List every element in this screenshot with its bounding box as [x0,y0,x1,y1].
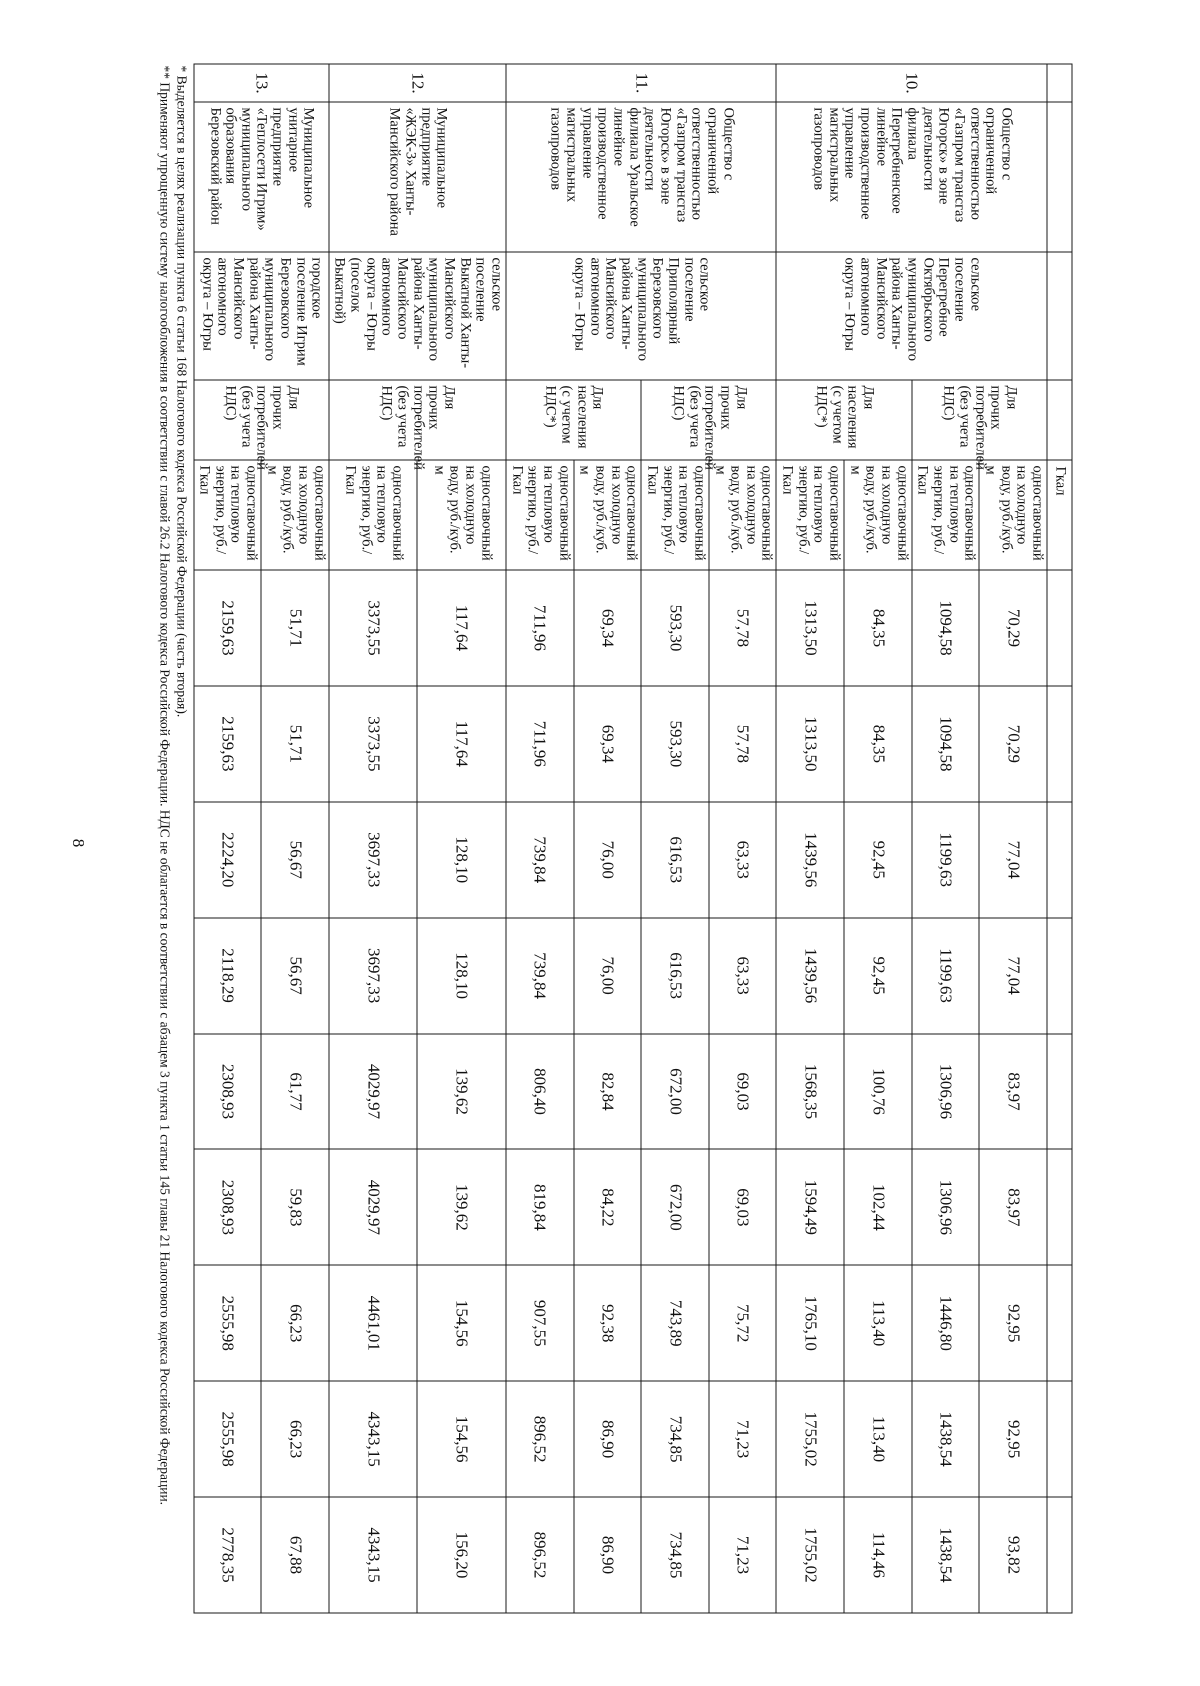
tariff-value: 1306,96 [912,1149,980,1265]
tariff-value: 92,45 [844,918,912,1034]
tariff-value: 51,71 [261,686,329,802]
tariff-value: 93,82 [979,1497,1047,1613]
tariff-value: 92,45 [844,802,912,918]
tariff-value: 51,71 [261,570,329,686]
tariff-type: одноставочный на холодную воду, руб./куб. м [261,460,329,570]
header-unit-cell: Гкал [1047,460,1072,570]
tariff-value: 4029,97 [329,1149,418,1265]
tariff-value: 84,35 [844,686,912,802]
tariff-value: 56,67 [261,802,329,918]
tariff-value: 672,00 [641,1149,709,1265]
tariff-value: 1439,56 [777,918,845,1034]
tariff-value: 819,84 [506,1149,574,1265]
tariff-value: 2555,98 [194,1265,262,1381]
consumer-group: Для прочих потребителей (без учета НДС) [912,380,1047,460]
tariff-value: 57,78 [709,686,777,802]
tariff-value: 67,88 [261,1497,329,1613]
tariff-value: 1199,63 [912,802,980,918]
tariff-value: 1438,54 [912,1497,980,1613]
tariff-value: 2555,98 [194,1381,262,1497]
tariff-value: 128,10 [417,918,506,1034]
tariff-table [193,64,1072,1614]
tariff-type: одноставочный на тепловую энергию, руб./ Гкал [506,460,574,570]
tariff-value: 4343,15 [329,1381,418,1497]
consumer-group: Для прочих потребителей (без учета НДС) [329,380,506,460]
tariff-value: 70,29 [979,686,1047,802]
tariff-value: 84,22 [574,1149,642,1265]
table-row [261,64,329,1613]
tariff-type: одноставочный на холодную воду, руб./куб. м [979,460,1047,570]
tariff-value: 86,90 [574,1381,642,1497]
tariff-value: 739,84 [506,918,574,1034]
row-number: 11. [506,64,777,102]
tariff-value: 66,23 [261,1381,329,1497]
tariff-value: 76,00 [574,918,642,1034]
header-cell [1047,1149,1072,1265]
row-number: 13. [194,64,329,102]
tariff-value: 92,95 [979,1381,1047,1497]
tariff-value: 2224,20 [194,802,262,918]
tariff-value: 139,62 [417,1149,506,1265]
tariff-value: 77,04 [979,802,1047,918]
tariff-value: 154,56 [417,1265,506,1381]
tariff-value: 4029,97 [329,1034,418,1150]
header-cell [1047,102,1072,252]
tariff-value: 75,72 [709,1265,777,1381]
territory-name: сельское поселение Приполярный Березовского муниципального района Ханты-Мансийского автономного округа – Югры [506,252,777,380]
tariff-value: 63,33 [709,802,777,918]
tariff-type: одноставочный на холодную воду, руб./куб. м [709,460,777,570]
tariff-value: 4343,15 [329,1497,418,1613]
tariff-value: 1446,80 [912,1265,980,1381]
tariff-value: 2118,29 [194,918,262,1034]
table-row [709,64,777,1613]
tariff-value: 1438,54 [912,1381,980,1497]
tariff-value: 66,23 [261,1265,329,1381]
tariff-value: 117,64 [417,686,506,802]
territory-name: городское поселение Игрим Березовского муниципального района Ханты-Мансийского автономного округа – Югры [194,252,329,380]
territory-name: сельское поселение Перегребное Октябрьского муниципального района Ханты-Мансийского автономного округа – Югры [777,252,1048,380]
tariff-value: 156,20 [417,1497,506,1613]
tariff-value: 1306,96 [912,1034,980,1150]
tariff-value: 76,00 [574,802,642,918]
tariff-value: 734,85 [641,1497,709,1613]
organization-name: Общество с ограниченной ответственностью «Газпром трансгаз Югорск» в зоне деятельности филиала Перегребненское линейное производственное управление магистральных газопроводов [777,102,1048,252]
tariff-value: 63,33 [709,918,777,1034]
tariff-value: 2159,63 [194,686,262,802]
tariff-value: 1568,35 [777,1034,845,1150]
organization-name: Муниципальное предприятие «ЖЭК-3» Ханты-Мансийского района [329,102,506,252]
tariff-value: 2308,93 [194,1149,262,1265]
tariff-value: 593,30 [641,686,709,802]
tariff-type: одноставочный на холодную воду, руб./куб. м [844,460,912,570]
tariff-value: 102,44 [844,1149,912,1265]
tariff-value: 896,52 [506,1497,574,1613]
tariff-value: 1755,02 [777,1497,845,1613]
tariff-type: одноставочный на холодную воду, руб./куб. м [417,460,506,570]
tariff-value: 82,84 [574,1034,642,1150]
header-cell [1047,252,1072,380]
tariff-type: одноставочный на холодную воду, руб./куб. м [574,460,642,570]
tariff-value: 86,90 [574,1497,642,1613]
tariff-value: 616,53 [641,802,709,918]
tariff-value: 1313,50 [777,570,845,686]
tariff-value: 3373,55 [329,570,418,686]
header-cell [1047,64,1072,102]
tariff-value: 154,56 [417,1381,506,1497]
header-cell [1047,1034,1072,1150]
tariff-value: 4461,01 [329,1265,418,1381]
tariff-value: 139,62 [417,1034,506,1150]
header-cell [1047,802,1072,918]
header-cell [1047,380,1072,460]
tariff-value: 1094,58 [912,570,980,686]
footnotes [155,64,189,1624]
consumer-group: Для населения (с учетом НДС*) [506,380,641,460]
tariff-value: 1094,58 [912,686,980,802]
tariff-value: 56,67 [261,918,329,1034]
tariff-value: 2308,93 [194,1034,262,1150]
tariff-value: 739,84 [506,802,574,918]
tariff-value: 1313,50 [777,686,845,802]
tariff-value: 69,03 [709,1034,777,1150]
tariff-value: 1199,63 [912,918,980,1034]
row-number: 10. [777,64,1048,102]
tariff-value: 117,64 [417,570,506,686]
tariff-type: одноставочный на тепловую энергию, руб./ Гкал [641,460,709,570]
tariff-value: 84,35 [844,570,912,686]
rotated-content [128,64,1073,1624]
tariff-value: 593,30 [641,570,709,686]
tariff-value: 59,83 [261,1149,329,1265]
tariff-type: одноставочный на тепловую энергию, руб./ Гкал [777,460,845,570]
consumer-group: Для прочих потребителей (без учета НДС) [194,380,329,460]
tariff-value: 71,23 [709,1497,777,1613]
organization-name: Общество с ограниченной ответственностью «Газпром трансгаз Югорск» в зоне деятельности филиала Уральское линейное производственное управление магистральных газопроводов [506,102,777,252]
tariff-value: 69,03 [709,1149,777,1265]
tariff-value: 1765,10 [777,1265,845,1381]
tariff-value: 711,96 [506,570,574,686]
tariff-value: 61,77 [261,1034,329,1150]
tariff-type: одноставочный на тепловую энергию, руб./ Гкал [912,460,980,570]
tariff-value: 711,96 [506,686,574,802]
header-cell [1047,918,1072,1034]
tariff-value: 71,23 [709,1381,777,1497]
tariff-value: 672,00 [641,1034,709,1150]
tariff-value: 92,38 [574,1265,642,1381]
tariff-type: одноставочный на тепловую энергию, руб./ Гкал [329,460,418,570]
tariff-value: 128,10 [417,802,506,918]
consumer-group: Для населения (с учетом НДС*) [777,380,912,460]
tariff-value: 806,40 [506,1034,574,1150]
tariff-value: 77,04 [979,918,1047,1034]
tariff-value: 69,34 [574,686,642,802]
tariff-value: 69,34 [574,570,642,686]
tariff-value: 3697,33 [329,802,418,918]
tariff-value: 616,53 [641,918,709,1034]
organization-name: Муниципальное унитарное предприятие «Теплосети Игрим» муниципального образования Березовский район [194,102,329,252]
territory-name: сельское поселение Выкатной Ханты-Мансийского муниципального района Ханты-Мансийского автономного округа – Югры (поселок Выкатной) [329,252,506,380]
header-cell [1047,1265,1072,1381]
tariff-value: 113,40 [844,1265,912,1381]
tariff-value: 743,89 [641,1265,709,1381]
tariff-value: 1755,02 [777,1381,845,1497]
footnote-1: * Выделяется в целях реализации пункта 6 статьи 168 Налогового кодекса Российской Федерации (часть вторая). [174,65,190,718]
table-row [979,64,1047,1613]
tariff-value: 1594,49 [777,1149,845,1265]
header-fragment-row [1047,64,1072,1613]
tariff-value: 2159,63 [194,570,262,686]
tariff-type: одноставочный на тепловую энергию, руб./ Гкал [194,460,262,570]
header-cell [1047,686,1072,802]
tariff-value: 57,78 [709,570,777,686]
tariff-value: 114,46 [844,1497,912,1613]
consumer-group: Для прочих потребителей (без учета НДС) [641,380,776,460]
tariff-value: 70,29 [979,570,1047,686]
tariff-value: 83,97 [979,1149,1047,1265]
footnote-2: ** Применяют упрощенную систему налогообложения в соответствии с главой 26.2 Налогового кодекса Российской Федерации. НДС не облагается в соответствии с абзацем 3 пункта 1 статьи 145 главы 21 Налогового кодекса Российской Федерации. [157,65,173,1506]
tariff-value: 3697,33 [329,918,418,1034]
tariff-value: 100,76 [844,1034,912,1150]
header-cell [1047,570,1072,686]
tariff-value: 1439,56 [777,802,845,918]
row-number: 12. [329,64,506,102]
header-cell [1047,1497,1072,1613]
tariff-value: 907,55 [506,1265,574,1381]
page-number: 8 [69,838,88,848]
header-cell [1047,1381,1072,1497]
tariff-value: 3373,55 [329,686,418,802]
tariff-value: 734,85 [641,1381,709,1497]
tariff-value: 83,97 [979,1034,1047,1150]
table-row [417,64,506,1613]
tariff-value: 2778,35 [194,1497,262,1613]
tariff-value: 92,95 [979,1265,1047,1381]
tariff-value: 113,40 [844,1381,912,1497]
tariff-value: 896,52 [506,1381,574,1497]
